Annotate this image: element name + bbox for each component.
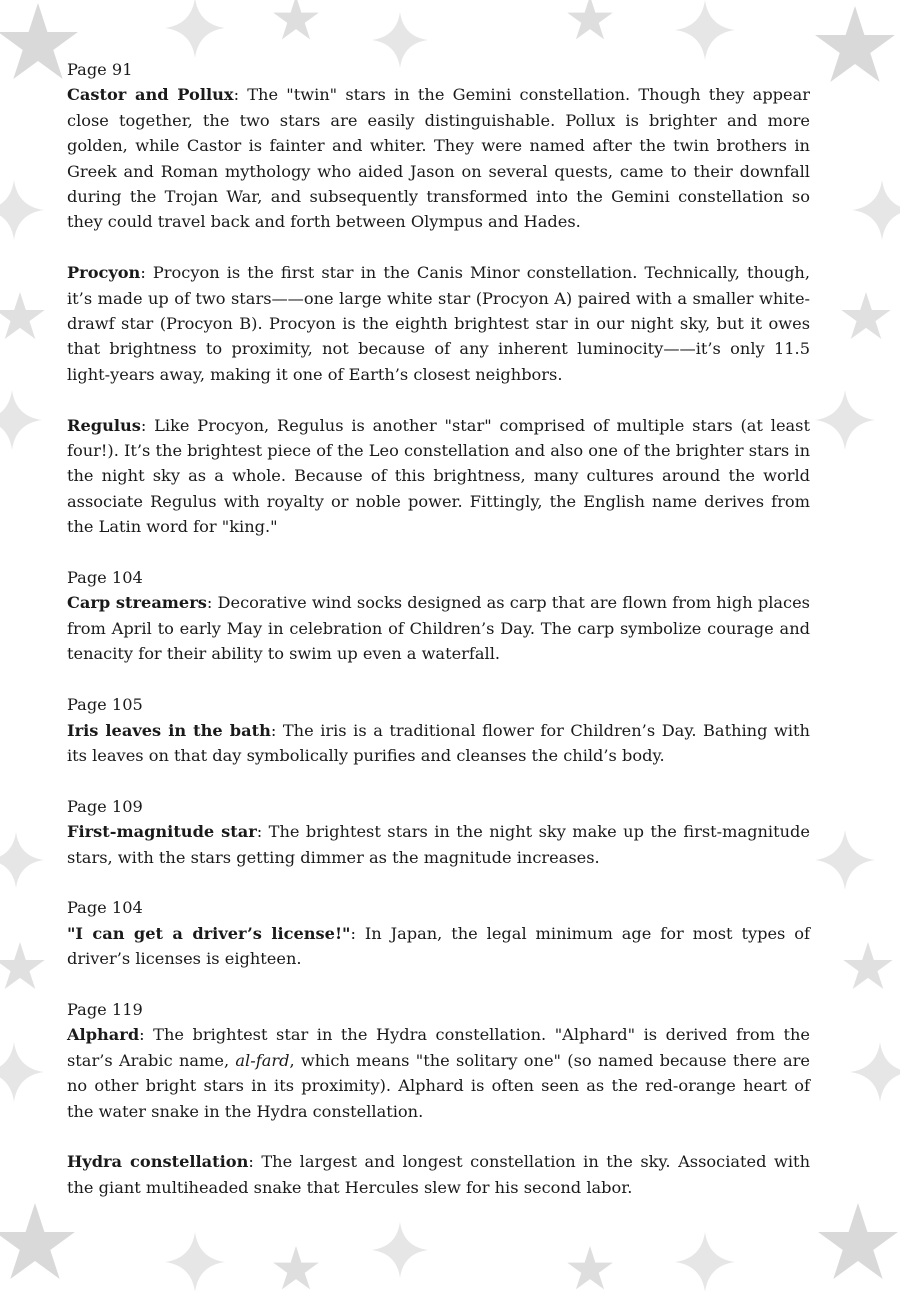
entry-text: : Decorative wind socks designed as carp that are flown from high places from April to early May in celebration of Children’s Day. The carp symbolize courage and tenacity for their ability to swim up even a waterfall. [67, 593, 810, 664]
entry-text: , which means "the solitary one" (so named because there are no other bright stars in its proximity). Alphard is often seen as the red-orange heart of the water snake in the Hydra constellation. [67, 1050, 810, 1121]
entry-castor-and-pollux [67, 82, 810, 234]
page-label: Page 91 [67, 60, 133, 79]
page-label: Page 109 [67, 796, 143, 816]
entry-drivers-license [67, 921, 810, 972]
entry-hydra-constellation [67, 1149, 810, 1200]
spacer [67, 235, 810, 260]
spacer [67, 667, 810, 692]
star-icon [818, 1203, 898, 1279]
entry-term: Procyon [67, 263, 141, 283]
entry-term: Alphard [67, 1025, 140, 1045]
sparkle-icon [0, 180, 44, 240]
star-icon [273, 1246, 319, 1289]
entry-term: Hydra constellation [67, 1152, 249, 1172]
sparkle-icon [850, 1042, 900, 1102]
entry-text: : Procyon is the first star in the Canis Minor constellation. Technically, though, it’s made up of two stars——one large white star (Procyon A) paired with a smaller white-drawf star (Procyon B). Procyon is the eighth brightest star in our night sky, but it owes that brightness to proximity, not because of any inherent luminocity——it’s only 11.5 light-years away, making it one of Earth’s closest neighbors. [67, 263, 810, 384]
sparkle-icon [675, 1232, 735, 1291]
entry-alphard [67, 1022, 810, 1124]
sparkle-icon [675, 0, 735, 60]
page-label: Page 105 [67, 695, 143, 715]
glossary-body [67, 57, 810, 1200]
page-label: Page 104 [67, 568, 143, 588]
star-icon [843, 942, 892, 989]
entry-iris-leaves [67, 718, 810, 769]
entry-text: : In Japan, the legal minimum age for most types of driver’s licenses is eighteen. [67, 923, 810, 969]
star-icon [567, 0, 613, 39]
entry-term: Regulus [67, 415, 141, 435]
entry-procyon [67, 260, 810, 387]
star-icon [815, 6, 895, 82]
spacer [67, 768, 810, 793]
entry-first-magnitude-star [67, 819, 810, 870]
sparkle-icon [0, 390, 42, 450]
entry-text: : The iris is a traditional flower for Children’s Day. Bathing with its leaves on that day symbolically purifies and cleanses the child’s body. [67, 720, 810, 765]
entry-italic-term: al-fard [235, 1050, 290, 1070]
star-icon [841, 292, 890, 339]
sparkle-icon [372, 1222, 428, 1278]
star-icon [567, 1246, 613, 1289]
sparkle-icon [165, 1232, 225, 1291]
star-icon [273, 0, 319, 39]
page-label: Page 104 [67, 898, 143, 918]
entry-term: First-magnitude star [67, 822, 257, 842]
entry-text: : The brightest star in the Hydra constellation. "Alphard" is derived from the star’s Arabic name, [67, 1025, 810, 1070]
entry-carp-streamers [67, 590, 810, 666]
sparkle-icon [815, 830, 875, 890]
spacer [67, 540, 810, 565]
sparkle-icon [165, 0, 225, 58]
sparkle-icon [0, 1042, 44, 1102]
entry-text: : Like Procyon, Regulus is another "star" comprised of multiple stars (at least four!). It’s the brightest piece of the Leo constellation and also one of the brighter stars in the night sky as a whole. Because of this brightness, many cultures around the world associate Regulus with royalty or noble power. Fittingly, the English name derives from the Latin word for "king." [67, 415, 810, 537]
spacer [67, 870, 810, 895]
entry-regulus [67, 413, 810, 540]
entry-term: Iris leaves in the bath [67, 720, 271, 740]
spacer [67, 387, 810, 412]
spacer [67, 1124, 810, 1149]
entry-term: Carp streamers [67, 593, 207, 613]
sparkle-icon [0, 832, 44, 888]
star-icon [0, 1203, 75, 1279]
star-icon [0, 942, 45, 989]
sparkle-icon [815, 390, 875, 450]
entry-text: : The brightest stars in the night sky make up the first-magnitude stars, with the stars getting dimmer as the magnitude increases. [67, 822, 810, 867]
page-label: Page 119 [67, 999, 143, 1019]
sparkle-icon [852, 180, 900, 240]
entry-text: : The largest and longest constellation in the sky. Associated with the giant multiheaded snake that Hercules slew for his second labor. [67, 1152, 810, 1197]
entry-term: Castor and Pollux [67, 85, 234, 105]
entry-term: "I can get a driver’s license!" [67, 923, 351, 943]
spacer [67, 972, 810, 997]
star-icon [0, 292, 45, 339]
entry-text: : The "twin" stars in the Gemini constellation. Though they appear close together, the two stars are easily distinguishable. Pollux is brighter and more golden, while Castor is fainter and whiter. They were named after the twin brothers in Greek and Roman mythology who aided Jason on several quests, came to their downfall during the Trojan War, and subsequently transformed into the Gemini constellation so they could travel back and forth between Olympus and Hades. [67, 85, 811, 232]
